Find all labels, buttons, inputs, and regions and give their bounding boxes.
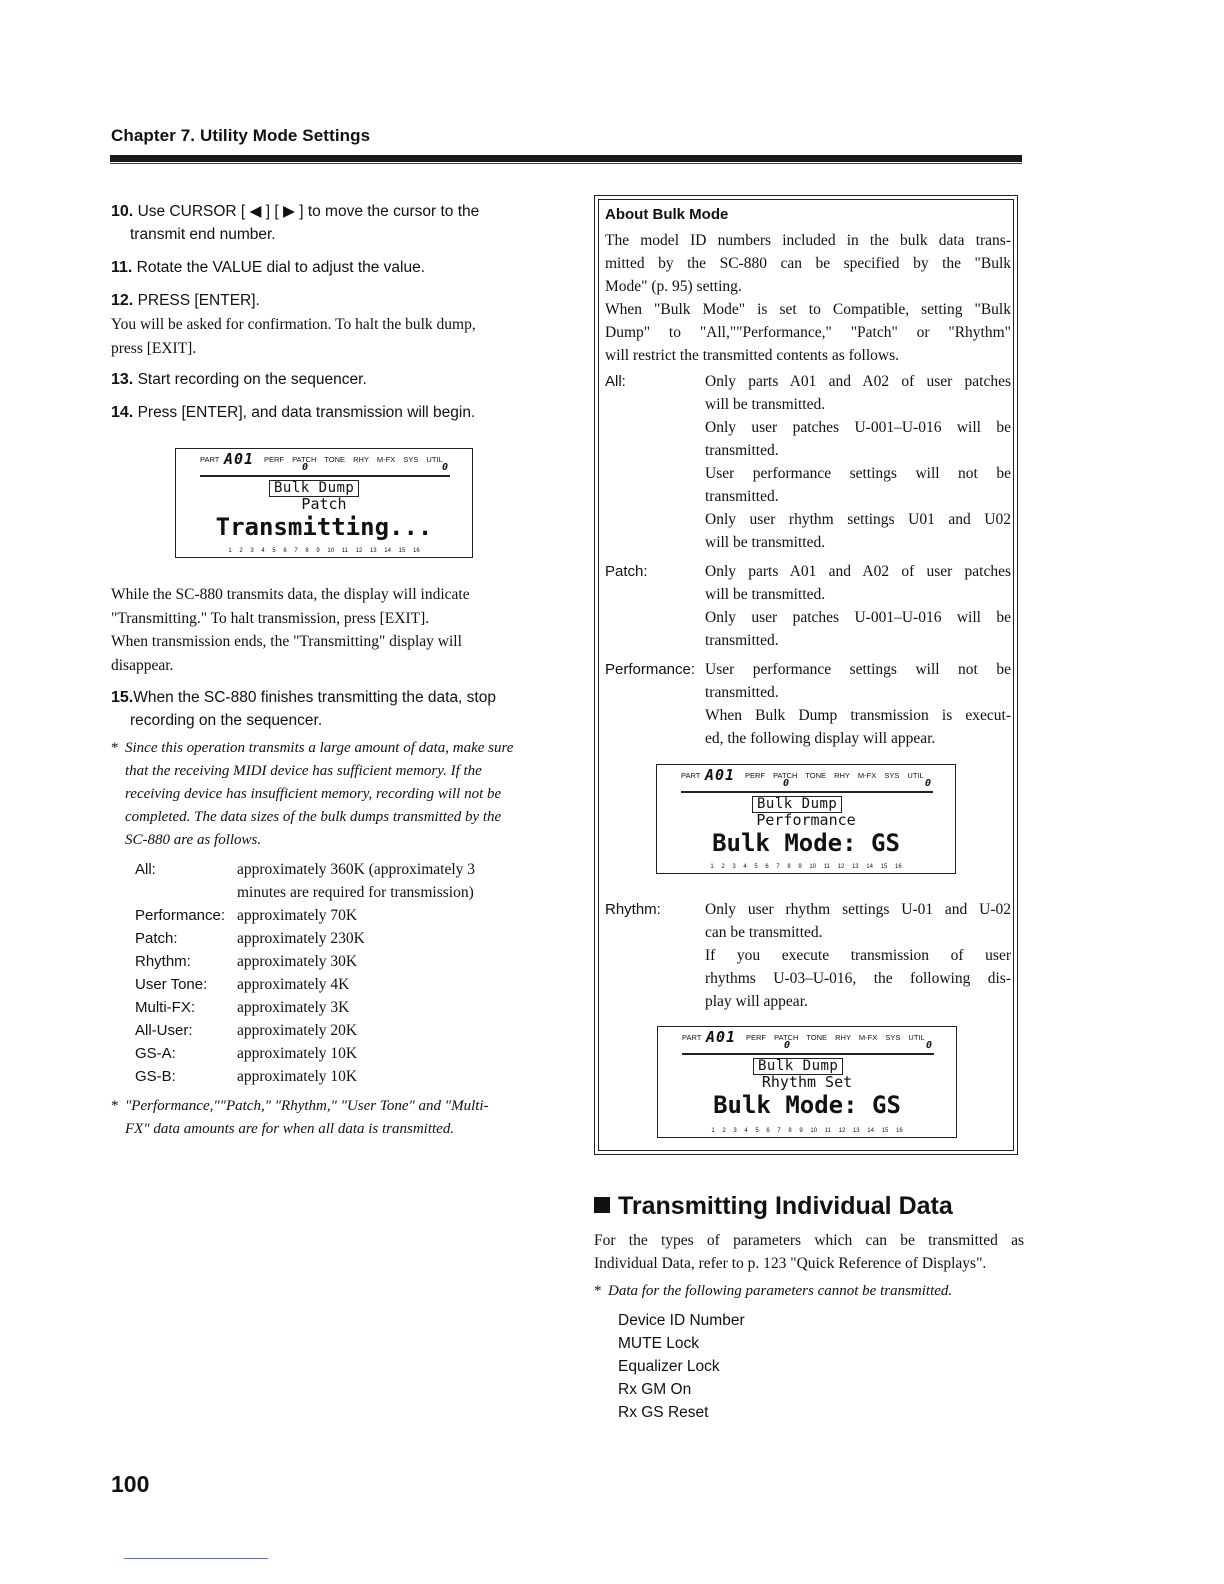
box-label-performance: Performance: [605, 661, 696, 678]
step-10 [111, 200, 543, 246]
lcd-sub: Performance [756, 811, 856, 829]
box-items-patch [705, 560, 1011, 652]
confirm-paragraph [111, 313, 543, 360]
text-line: transmitted. [705, 684, 779, 701]
data-size-label: Multi-FX: [135, 999, 195, 1016]
asterisk-bullet: * [111, 740, 119, 756]
lcd-zero: 0 [925, 1040, 932, 1051]
lcd-part-label: PART [681, 771, 701, 780]
text-line: "Transmitting." To halt transmission, press [EXIT]. [111, 609, 430, 627]
text-line: can be transmitted. [705, 924, 823, 941]
data-size-row [135, 1065, 545, 1088]
lcd-big: Transmitting... [215, 513, 433, 541]
text-line: Only user rhythm settings U-01 and U-02 [705, 901, 1011, 918]
data-size-value: approximately 20K [237, 1022, 358, 1039]
list-item: Equalizer Lock [618, 1358, 720, 1375]
data-size-row [135, 927, 545, 950]
text-line: that the receiving MIDI device has sufficient memory. If the [125, 763, 482, 779]
data-size-label: All-User: [135, 1022, 193, 1039]
chapter-rule [110, 155, 1022, 162]
lcd-zero: 0 [302, 462, 309, 473]
text-line: When Bulk Dump transmission is execut- [705, 707, 1011, 724]
text-line: rhythms U-03–U-016, the following dis- [705, 970, 1011, 987]
note-memory [111, 737, 543, 852]
lcd-part-number: A01 [705, 766, 736, 784]
about-bulk-mode-box [594, 195, 1018, 1155]
text-line: play will appear. [705, 993, 808, 1010]
text-line: completed. The data sizes of the bulk dumps transmitted by the [125, 809, 502, 825]
text-line: Individual Data, refer to p. 123 "Quick Reference of Displays". [594, 1255, 987, 1272]
data-size-row [135, 973, 545, 996]
box-items-all [705, 370, 1011, 554]
step-11 [111, 256, 425, 279]
text-line: Dump" to "All,""Performance," "Patch" or "Rhythm" [605, 324, 1011, 341]
text-line: ed, the following display will appear. [705, 730, 936, 747]
step-number: 10. [111, 203, 134, 220]
asterisk-bullet: * [594, 1283, 602, 1299]
section-note [594, 1280, 1024, 1303]
chapter-title: Chapter 7. Utility Mode Settings [111, 126, 371, 145]
box-items-rhythm [705, 898, 1011, 1013]
lcd-big: Bulk Mode: GS [712, 829, 900, 857]
list-item: MUTE Lock [618, 1335, 699, 1352]
text-line: The model ID numbers included in the bulk data trans- [605, 232, 1011, 249]
text-line: FX" data amounts are for when all data is transmitted. [125, 1121, 455, 1137]
data-size-row [135, 950, 545, 973]
step-text: Use CURSOR [ ◀ ] [ ▶ ] to move the cursor to the [137, 203, 480, 220]
text-line: mitted by the SC-880 can be specified by the "Bulk [605, 255, 1011, 272]
step-12 [111, 289, 260, 312]
note-all-data [111, 1095, 551, 1141]
lcd-zero: 0 [783, 778, 790, 789]
data-size-row [135, 996, 545, 1019]
section-paragraph [594, 1229, 1024, 1275]
square-bullet-icon [594, 1197, 610, 1213]
lcd-columns: PERF PATCH TONE RHY M-FX SYS UTIL [746, 1033, 925, 1042]
section-title-text: Transmitting Individual Data [618, 1192, 953, 1220]
lcd-mode: Bulk Dump [752, 796, 842, 813]
asterisk-bullet: * [111, 1098, 119, 1114]
box-label-all: All: [605, 373, 626, 390]
list-item: Device ID Number [618, 1312, 745, 1329]
step-text: When the SC-880 finishes transmitting the data, stop [133, 689, 496, 706]
footer-rule [124, 1558, 268, 1559]
data-size-label: Rhythm: [135, 953, 191, 970]
lcd-channel-numbers: 1 2 3 4 5 6 7 8 9 10 11 12 13 14 15 16 [228, 548, 420, 554]
text-line: SC-880 are as follows. [125, 832, 262, 848]
lcd-display-patch [175, 448, 473, 558]
lcd-columns: PERF PATCH TONE RHY M-FX SYS UTIL [264, 455, 443, 464]
data-size-value: approximately 4K [237, 976, 350, 993]
text-line: When "Bulk Mode" is set to Compatible, setting "Bulk [605, 301, 1011, 318]
lcd-sub: Rhythm Set [761, 1073, 853, 1091]
data-size-value: approximately 70K [237, 907, 358, 924]
step-text-cont: recording on the sequencer. [130, 712, 323, 729]
text-line: will be transmitted. [705, 396, 826, 413]
text-line: Since this operation transmits a large amount of data, make sure [125, 740, 514, 756]
lcd-sub: Patch [301, 495, 347, 513]
lcd-columns: PERF PATCH TONE RHY M-FX SYS UTIL [745, 771, 924, 780]
lcd-zero: 0 [441, 462, 448, 473]
data-size-row [135, 1042, 545, 1065]
data-size-label: Patch: [135, 930, 178, 947]
box-label-patch: Patch: [605, 563, 648, 580]
step-text: Rotate the VALUE dial to adjust the value. [136, 259, 426, 276]
lcd-channel-numbers: 1 2 3 4 5 6 7 8 9 10 11 12 13 14 15 16 [710, 864, 902, 870]
lcd-channel-numbers: 1 2 3 4 5 6 7 8 9 10 11 12 13 14 15 16 [711, 1128, 903, 1134]
text-line: will be transmitted. [705, 534, 826, 551]
lcd-display-performance [656, 764, 956, 874]
step-text: Press [ENTER], and data transmission will begin. [137, 404, 476, 421]
transmit-paragraph [111, 583, 543, 677]
data-size-value: minutes are required for transmission) [237, 884, 474, 901]
text-line: Only user rhythm settings U01 and U02 [705, 511, 1011, 528]
lcd-divider [200, 475, 450, 477]
text-line: transmitted. [705, 442, 779, 459]
lcd-part-label: PART [200, 455, 220, 464]
step-text: Start recording on the sequencer. [137, 371, 367, 388]
lcd-part-number: A01 [706, 1028, 737, 1046]
lcd-big: Bulk Mode: GS [713, 1091, 901, 1119]
step-number: 13. [111, 371, 134, 388]
data-size-value: approximately 30K [237, 953, 358, 970]
list-item: Rx GS Reset [618, 1404, 709, 1421]
text-line: User performance settings will not be [705, 465, 1011, 482]
list-item: Rx GM On [618, 1381, 692, 1398]
step-number: 12. [111, 292, 134, 309]
lcd-mode: Bulk Dump [753, 1058, 843, 1075]
section-title [594, 1192, 953, 1221]
data-size-label: GS-B: [135, 1068, 176, 1085]
data-size-row [135, 858, 545, 904]
lcd-display-rhythm [657, 1026, 957, 1138]
text-line: Mode" (p. 95) setting. [605, 278, 742, 295]
lcd-part-number: A01 [224, 450, 255, 468]
lcd-part-label: PART [682, 1033, 702, 1042]
param-list [618, 1309, 745, 1424]
text-line: While the SC-880 transmits data, the display will indicate [111, 586, 470, 603]
page-number: 100 [111, 1471, 150, 1497]
step-13 [111, 368, 367, 391]
data-size-value: approximately 360K (approximately 3 [237, 861, 476, 878]
data-size-value: approximately 230K [237, 930, 365, 947]
text-line: transmitted. [705, 488, 779, 505]
step-15 [111, 686, 543, 732]
lcd-zero: 0 [784, 1040, 791, 1051]
lcd-zero: 0 [924, 778, 931, 789]
text-line: Only parts A01 and A02 of user patches [705, 563, 1011, 580]
text-line: "Performance,""Patch," "Rhythm," "User Tone" and "Multi- [125, 1098, 489, 1114]
step-number: 15. [111, 689, 134, 706]
text-line: Only user patches U-001–U-016 will be [705, 609, 1011, 626]
step-14 [111, 401, 475, 424]
data-size-label: Performance: [135, 907, 226, 924]
chapter-rule-thin [110, 163, 1022, 164]
data-size-value: approximately 10K [237, 1045, 358, 1062]
step-number: 14. [111, 404, 134, 421]
data-size-value: approximately 10K [237, 1068, 358, 1085]
lcd-mode: Bulk Dump [269, 480, 359, 497]
lcd-divider [681, 791, 933, 793]
text-line: press [EXIT]. [111, 339, 197, 357]
text-line: will be transmitted. [705, 586, 826, 603]
data-size-label: User Tone: [135, 976, 208, 993]
text-line: receiving device has insufficient memory, recording will not be [125, 786, 502, 802]
text-line: Data for the following parameters cannot be transmitted. [608, 1283, 953, 1299]
text-line: disappear. [111, 656, 174, 674]
data-size-value: approximately 3K [237, 999, 350, 1016]
data-size-label: GS-A: [135, 1045, 176, 1062]
step-text-cont: transmit end number. [130, 226, 276, 243]
box-label-rhythm: Rhythm: [605, 901, 661, 918]
text-line: You will be asked for confirmation. To halt the bulk dump, [111, 316, 476, 333]
step-number: 11. [111, 259, 133, 276]
step-text: PRESS [ENTER]. [137, 292, 260, 309]
text-line: will restrict the transmitted contents as follows. [605, 347, 900, 364]
data-size-row [135, 904, 545, 927]
box-title: About Bulk Mode [605, 206, 729, 223]
data-size-list [135, 858, 545, 1088]
text-line: If you execute transmission of user [705, 947, 1011, 964]
text-line: Only user patches U-001–U-016 will be [705, 419, 1011, 436]
text-line: For the types of parameters which can be transmitted as [594, 1232, 1024, 1249]
data-size-row [135, 1019, 545, 1042]
text-line: transmitted. [705, 632, 779, 649]
box-items-performance [705, 658, 1011, 750]
text-line: User performance settings will not be [705, 661, 1011, 678]
text-line: Only parts A01 and A02 of user patches [705, 373, 1011, 390]
lcd-divider [682, 1053, 934, 1055]
box-intro [605, 229, 1011, 367]
data-size-label: All: [135, 861, 156, 878]
text-line: When transmission ends, the "Transmitting" display will [111, 633, 462, 650]
